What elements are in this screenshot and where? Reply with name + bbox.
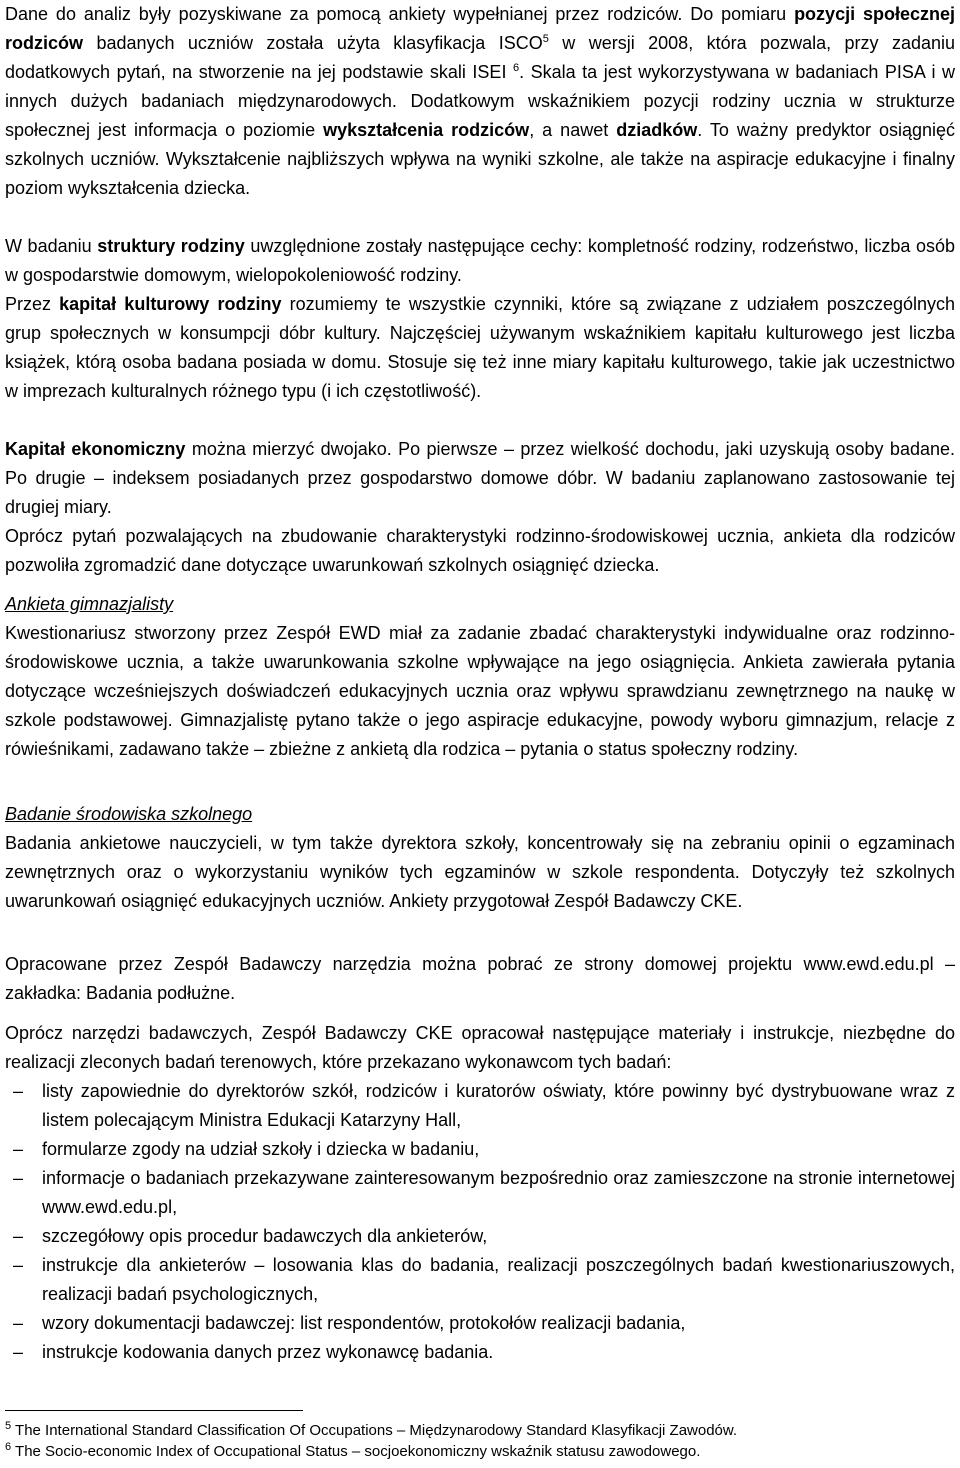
text-run: Oprócz narzędzi badawczych, Zespół Badawczy CKE opracował następujące materiały i instrukcje, niezbędne do realizacji zleconych badań terenowych, które przekazano wykonawcom tych badań: xyxy=(5,1023,955,1072)
list-item xyxy=(5,1135,955,1164)
footnote-separator xyxy=(5,1410,303,1411)
section-heading: Badanie środowiska szkolnego xyxy=(5,804,253,824)
footnote-reference: 6 xyxy=(512,62,520,74)
footnote-number: 6 xyxy=(5,1441,12,1453)
paragraph-text xyxy=(5,0,955,203)
paragraph-economic-capital xyxy=(5,435,955,522)
paragraph-parental-position xyxy=(5,0,955,203)
paragraph-text xyxy=(5,290,955,406)
section-student-survey xyxy=(5,590,955,764)
footnote-6 xyxy=(5,1443,955,1461)
footnote-text: The Socio-economic Index of Occupational Status – socjoekonomiczny wskaźnik statusu zawodowego. xyxy=(15,1443,701,1460)
text-run: badanych uczniów została użyta klasyfikacja ISCO xyxy=(83,33,543,53)
list-item xyxy=(5,1222,955,1251)
list-item xyxy=(5,1077,955,1135)
emphasis-text: kapitał kulturowy rodziny xyxy=(59,294,282,314)
dash-bullet: – xyxy=(12,1226,23,1246)
list-item-text: listy zapowiednie do dyrektorów szkół, rodziców i kuratorów oświaty, które powinny być dystrybuowane wraz z listem polecającym Ministra Edukacji Katarzyny Hall, xyxy=(42,1081,955,1130)
list-item-text: instrukcje dla ankieterów – losowania klas do badania, realizacji poszczególnych badań kwestionariuszowych, realizacji badań psychologicznych, xyxy=(42,1255,955,1304)
paragraph-text xyxy=(5,522,955,580)
list-item xyxy=(5,1338,955,1367)
paragraph-family-structure xyxy=(5,232,955,290)
text-run: W badaniu xyxy=(5,236,98,256)
text-run: Oprócz pytań pozwalających na zbudowanie charakterystyki rodzinno-środowiskowej ucznia, ankieta dla rodziców pozwoliła zgromadzić dane dotyczące uwarunkowań szkolnych osiągnięć dziecka. xyxy=(5,526,955,575)
emphasis-text: Kapitał ekonomiczny xyxy=(5,439,186,459)
list-item-text: formularze zgody na udział szkoły i dziecka w badaniu, xyxy=(42,1139,480,1159)
list-item-text: informacje o badaniach przekazywane zainteresowanym bezpośrednio oraz zamieszczone na stronie internetowej www.ewd.edu.pl, xyxy=(42,1168,955,1217)
paragraph-parent-survey xyxy=(5,522,955,580)
text-run: można mierzyć dwojako. Po pierwsze – przez wielkość dochodu, jaki uzyskują osoby badane. Po drugie – indeksem posiadanych przez gospodarstwo domowe dóbr. W badaniu zaplanowano zastosowanie tej drugiej miary. xyxy=(5,439,956,517)
text-run: rozumiemy te wszystkie czynniki, które są związane z udziałem poszczególnych grup społecznych w konsumpcji dóbr kultury. Najczęściej używanym wskaźnikiem kapitału kulturowego jest liczba książek, którą osoba badana posiada w domu. Stosuje się też inne miary kapitału kulturowego, takie jak uczestnictwo w imprezach kulturalnych różnego typu (i ich częstotliwość). xyxy=(5,294,955,401)
section-heading: Ankieta gimnazjalisty xyxy=(5,594,174,614)
materials-list-wrapper xyxy=(5,1077,955,1367)
text-run: , a nawet xyxy=(529,120,617,140)
footnote-5 xyxy=(5,1422,955,1440)
list-item xyxy=(5,1309,955,1338)
list-item-text: instrukcje kodowania danych przez wykonawcę badania. xyxy=(42,1342,494,1362)
list-item-text: szczegółowy opis procedur badawczych dla ankieterów, xyxy=(42,1226,488,1246)
materials-list xyxy=(5,1077,955,1367)
dash-bullet: – xyxy=(12,1342,23,1362)
emphasis-text: struktury rodziny xyxy=(97,236,245,256)
text-run: Kwestionariusz stworzony przez Zespół EWD miał za zadanie zbadać charakterystyki indywidualne oraz rodzinno-środowiskowe ucznia, a także uwarunkowania szkolne wpływające na jego osiągnięcia. Ankieta zawierała pytania dotyczące wcześniejszych doświadczeń edukacyjnych ucznia oraz wpływu sprawdzianu zewnętrznego na naukę w szkole podstawowej. Gimnazjalistę pytano także o jego aspiracje edukacyjne, powody wyboru gimnazjum, relacje z rówieśnikami, zadawano także – zbieżne z ankietą dla rodzica – pytania o status społeczny rodziny. xyxy=(5,623,955,759)
text-run: Przez xyxy=(5,294,60,314)
dash-bullet: – xyxy=(12,1255,23,1275)
text-run: . Skala ta jest wykorzystywana w badaniach PISA i w innych dużych badaniach międzynarodowych. Dodatkowym wskaźnikiem pozycji rodziny ucznia w strukturze społecznej jest informacja o poziomie xyxy=(5,62,955,140)
footnote-reference: 5 xyxy=(542,33,549,45)
list-item-text: wzory dokumentacji badawczej: list respondentów, protokołów realizacji badania, xyxy=(42,1313,686,1333)
paragraph-text xyxy=(5,829,955,916)
paragraph-cultural-capital xyxy=(5,290,955,406)
list-item xyxy=(5,1251,955,1309)
emphasis-text: wykształcenia rodziców xyxy=(323,120,530,140)
section-school-environment xyxy=(5,800,955,916)
footnote-text: The International Standard Classification Of Occupations – Międzynarodowy Standard Klasyfikacji Zawodów. xyxy=(15,1422,738,1439)
text-run: Opracowane przez Zespół Badawczy narzędzia można pobrać ze strony domowej projektu www.ewd.edu.pl – zakładka: Badania podłużne. xyxy=(5,954,955,1003)
dash-bullet: – xyxy=(12,1081,23,1101)
text-run: w wersji 2008, która pozwala, przy zadaniu dodatkowych pytań, na stworzenie na jej podstawie skali ISEI xyxy=(5,33,955,82)
emphasis-text: pozycji społecznej rodziców xyxy=(5,4,956,53)
dash-bullet: – xyxy=(12,1168,23,1188)
text-run: Dane do analiz były pozyskiwane za pomocą ankiety wypełnianej przez rodziców. Do pomiaru xyxy=(5,4,795,24)
text-run: uwzględnione zostały następujące cechy: kompletność rodziny, rodzeństwo, liczba osób w gospodarstwie domowym, wielopokoleniowość rodziny. xyxy=(5,236,955,285)
text-run: . To ważny predyktor osiągnięć szkolnych uczniów. Wykształcenie najbliższych wpływa na wyniki szkolne, ale także na aspiracje edukacyjne i finalny poziom wykształcenia dziecka. xyxy=(5,120,956,198)
paragraph-text xyxy=(5,950,955,1008)
text-run: Badania ankietowe nauczycieli, w tym także dyrektora szkoły, koncentrowały się na zebraniu opinii o egzaminach zewnętrznych oraz o wykorzystaniu wyników tych egzaminów w szkole respondenta. Dotyczyły też szkolnych uwarunkowań osiągnięć edukacyjnych uczniów. Ankiety przygotował Zespół Badawczy CKE. xyxy=(5,833,955,911)
emphasis-text: dziadków xyxy=(616,120,698,140)
dash-bullet: – xyxy=(12,1139,23,1159)
paragraph-download-tools xyxy=(5,950,955,1008)
paragraph-materials xyxy=(5,1019,955,1077)
footnote-number: 5 xyxy=(5,1420,12,1432)
dash-bullet: – xyxy=(12,1313,23,1333)
paragraph-text xyxy=(5,1019,955,1077)
paragraph-text xyxy=(5,435,955,522)
paragraph-text xyxy=(5,232,955,290)
paragraph-text xyxy=(5,619,955,764)
list-item xyxy=(5,1164,955,1222)
